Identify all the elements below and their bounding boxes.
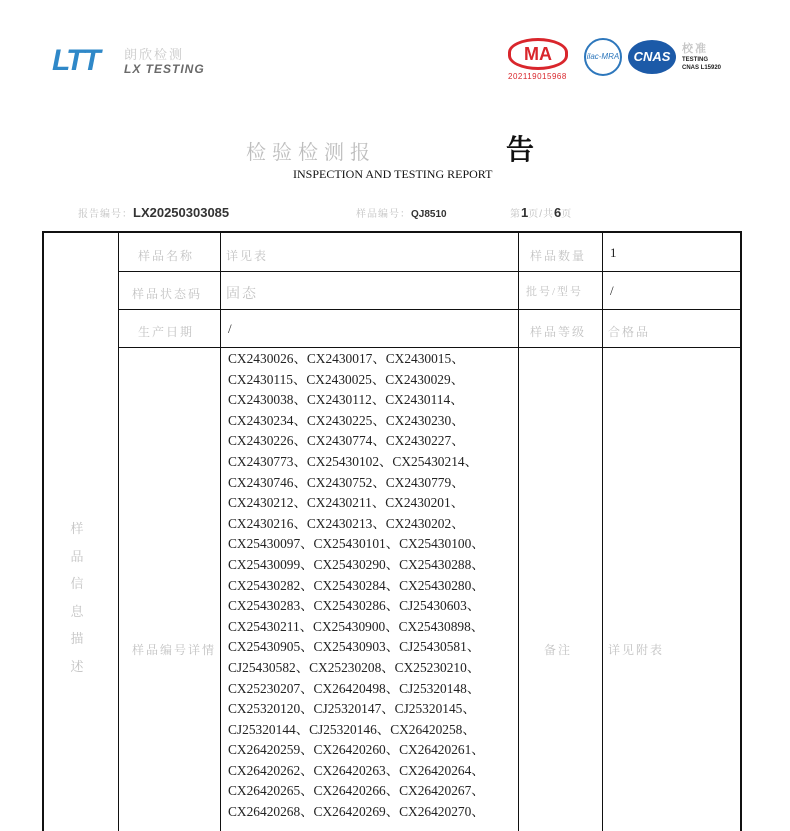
sample-code-line: CX26420268、CX26420269、CX26420270、 [228,804,485,820]
sample-codes-label: 样品编号详情 [132,643,217,657]
side-label-char: 信 [70,576,84,591]
logo-mark: LTT [52,44,99,77]
sample-code-line: CX26420259、CX26420260、CX26420261、 [228,742,485,758]
page-mid: 页/共 [528,209,555,220]
sample-grade-label: 样品等级 [530,325,587,339]
cma-number: 202119015968 [508,72,567,81]
side-label-sample-info [70,515,84,680]
production-date-value: / [228,321,232,336]
batch-model-value: / [610,283,614,298]
page-indicator [510,205,572,220]
sample-code-line: CX25430905、CX25430903、CJ25430581、 [228,639,481,655]
report-title-last-char: 告 [506,135,535,166]
sample-code-line: CJ25430582、CX25230208、CX25230210、 [228,659,481,675]
report-number-label: 报告编号： [78,209,133,220]
cnas-logo: CNAS [628,40,676,74]
sample-code-line: CX25430282、CX25430284、CX25430280、 [228,577,485,593]
page-prefix: 第 [510,209,521,220]
sample-name-value: 详见表 [226,249,269,263]
sample-code-line: CX26420265、CX26420266、CX26420267、 [228,783,485,799]
sample-code-line: CX2430773、CX25430102、CX25430214、 [228,453,478,469]
sample-code-line: CX25430283、CX25430286、CJ25430603、 [228,598,481,614]
sample-number-label: 样品编号： [356,209,411,220]
cnas-license-text: CNAS L15920 [682,65,722,71]
sample-code-line: CX2430226、CX2430774、CX2430227、 [228,433,465,449]
side-label-char: 息 [70,603,84,619]
sample-code-line: CX25430099、CX25430290、CX25430288、 [228,556,485,572]
report-title-english: INSPECTION AND TESTING REPORT [293,167,493,181]
sample-number [356,205,447,220]
column-divider [518,233,519,831]
sample-code-line: CX2430234、CX2430225、CX2430230、 [228,412,465,428]
production-date-label: 生产日期 [138,325,195,339]
page-suffix: 页 [561,209,573,220]
remarks-value: 详见附表 [608,643,665,657]
row-divider [118,271,740,272]
sample-quantity-label: 样品数量 [530,249,587,263]
sample-code-line: CX25320120、CJ25320147、CJ25320145、 [228,701,476,717]
ilac-mra-logo: ilac-MRA [584,38,622,76]
side-label-char: 述 [70,658,84,674]
sample-code-line: CX2430038、CX2430112、CX2430114、 [228,392,464,408]
sample-code-line: CJ25320144、CJ25320146、CX26420258、 [228,721,476,737]
row-divider [118,347,740,348]
column-divider [118,233,119,831]
page-current: 1 [521,205,529,220]
report-title-chinese: 检验检测报 [246,142,376,164]
side-label-char: 样 [70,521,84,536]
side-label-char: 描 [70,631,84,646]
sample-code-line: CX26420262、CX26420263、CX26420264、 [228,762,485,778]
cnas-caption [682,42,742,72]
cma-certification-logo [508,38,574,84]
sample-code-line: CX2430216、CX2430213、CX2430202、 [228,515,465,531]
logo-chinese-name: 朗欣检测 [124,47,185,62]
sample-code-line: CX25430097、CX25430101、CX25430100、 [228,536,485,552]
cnas-testing-text: TESTING [682,57,709,63]
sample-code-line: CX2430212、CX2430211、CX2430201、 [228,495,465,511]
sample-name-label: 样品名称 [138,249,195,263]
sample-codes-list [228,349,518,823]
sample-code-line: CX2430115、CX2430025、CX2430029、 [228,371,465,387]
sample-info-table [42,231,742,831]
sample-status-value: 固态 [226,287,258,302]
sample-code-line: CX25230207、CX26420498、CJ25320148、 [228,680,481,696]
sample-quantity-value: 1 [610,245,617,260]
report-number-value: LX20250303085 [133,205,230,220]
company-logo [52,42,212,82]
sample-code-line: CX25430211、CX25430900、CX25430898、 [228,618,485,634]
cma-mark: MA [508,38,568,70]
sample-code-line: CX2430746、CX2430752、CX2430779、 [228,474,465,490]
sample-grade-value: 合格品 [608,325,651,339]
batch-model-label: 批号/型号 [526,286,584,298]
column-divider [602,233,603,831]
sample-status-label: 样品状态码 [132,287,203,301]
cnas-chinese-caption: 校准 [682,43,708,55]
row-divider [118,309,740,310]
page-total: 6 [554,205,562,220]
logo-english-name: LX TESTING [124,62,205,76]
side-label-char: 品 [70,548,84,564]
column-divider [220,233,221,831]
sample-number-value: QJ8510 [411,209,447,220]
report-number [78,205,229,220]
remarks-label: 备注 [544,643,573,657]
sample-code-line: CX2430026、CX2430017、CX2430015、 [228,351,465,366]
